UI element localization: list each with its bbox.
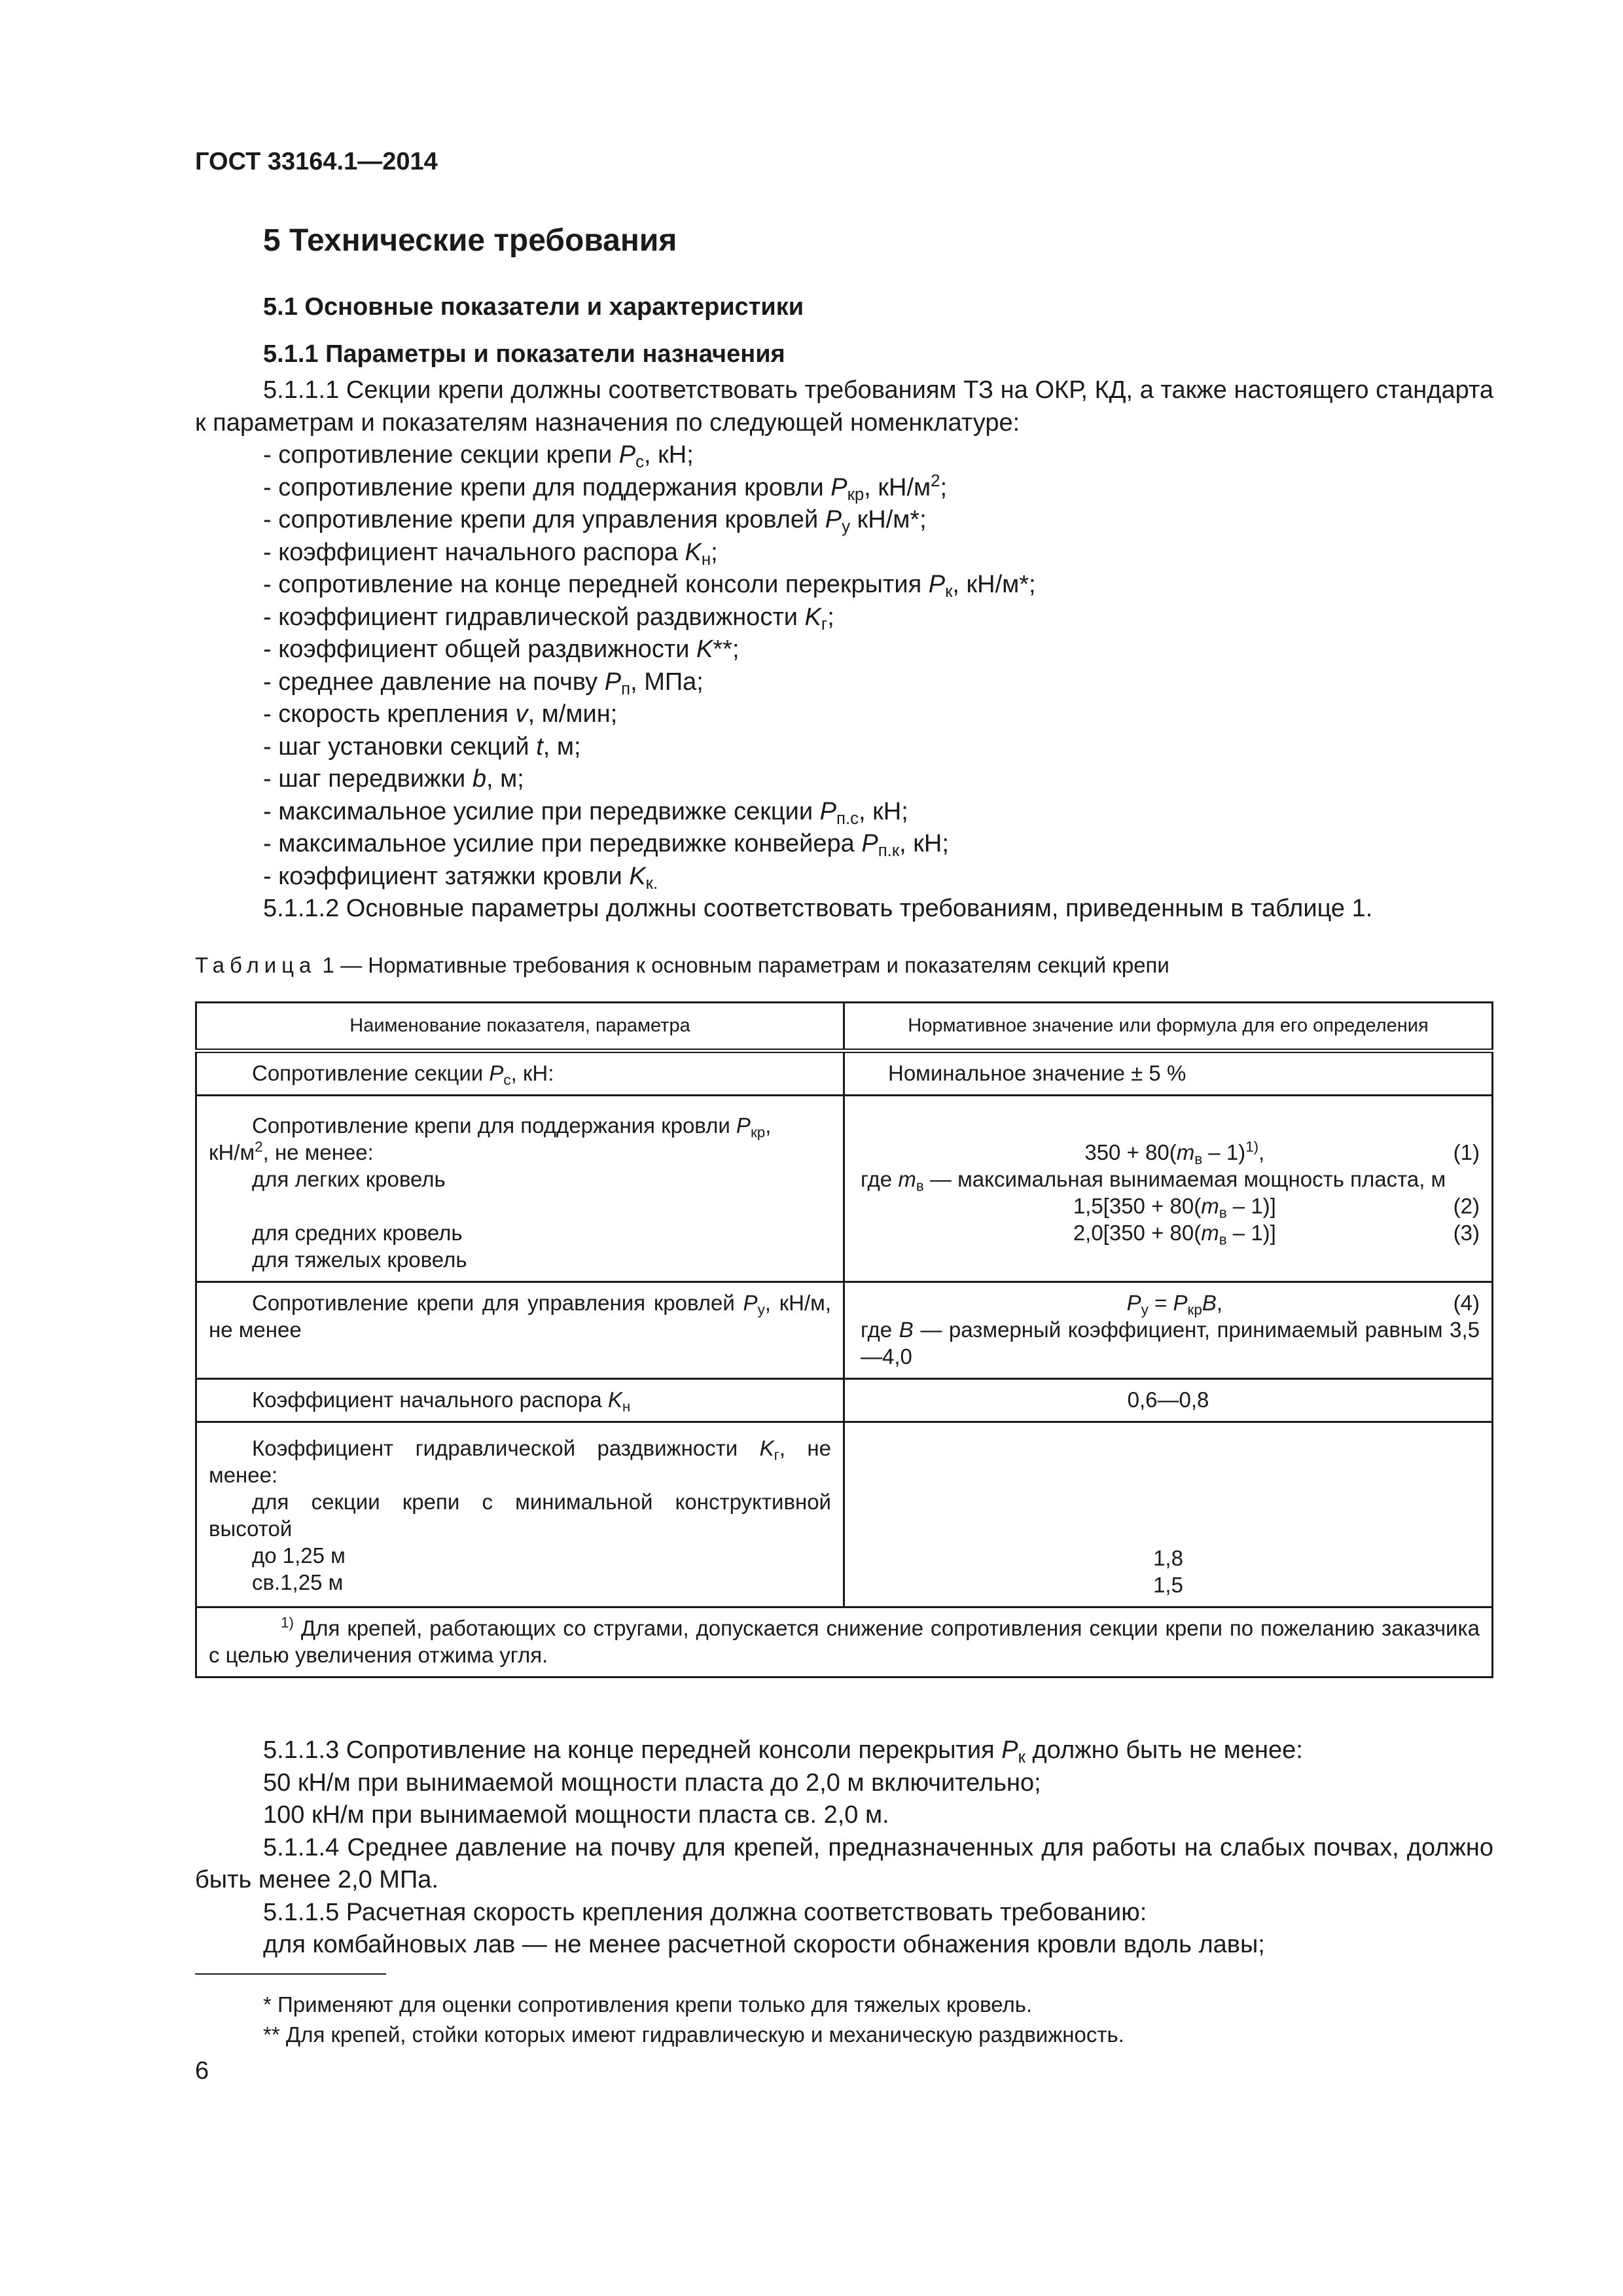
subsection-title: 5.1 Основные показатели и характеристики [263, 293, 804, 321]
parameter-list-item: - коэффициент начального распора $K_н$; [263, 538, 718, 569]
section-title: 5 Технические требования [263, 223, 677, 258]
table-cell: Коэффициент начального распора $K_н$ [196, 1379, 844, 1422]
table-caption: Таблица 1 — Нормативные требования к основным параметрам и показателям секций крепи [195, 953, 1169, 977]
table-cell: Номинальное значение ± 5 % [844, 1051, 1493, 1096]
table-row [196, 1422, 1493, 1607]
table-row [196, 1282, 1493, 1379]
parameter-list-item: - сопротивление секции крепи $P_с$, кН; [263, 441, 694, 472]
table-row [196, 1096, 1493, 1282]
table-cell: Сопротивление секции $P_с$, кН: [196, 1051, 844, 1096]
paragraph-5-1-1-1: 5.1.1.1 Секции крепи должны соответствовать требованиям ТЗ на ОКР, КД, а также настоящего стандарта к параметрам и показателям назначения по следующей номенклатуре: [195, 376, 1493, 437]
parameter-list [195, 439, 1493, 893]
table-note-row [196, 1607, 1493, 1677]
paragraph-5-1-1-4: 5.1.1.4 Среднее давление на почву для крепей, предназначенных для работы на слабых почвах, должно быть менее 2,0 МПа. [195, 1833, 1493, 1893]
clause-continuation [195, 1734, 1493, 1962]
footnotes [263, 1990, 1124, 2050]
paragraph-5-1-1-2: 5.1.1.2 Основные параметры должны соответствовать требованиям, приведенным в таблице 1. [263, 895, 1373, 922]
paragraph-5-1-1-5: 5.1.1.5 Расчетная скорость крепления должна соответствовать требованию: [263, 1898, 1147, 1926]
footnote-divider [195, 1973, 386, 1975]
table-cell: Сопротивление крепи для управления кровлей $P_у$, кН/м, не менее [196, 1282, 844, 1379]
column-header-parameter: Наименование показателя, параметра [196, 1003, 844, 1051]
parameter-list-item: - коэффициент затяжки кровли $K_{к.}$ [263, 862, 658, 893]
standard-designation: ГОСТ 33164.1—2014 [195, 148, 438, 175]
paragraph-5-1-1-3: 5.1.1.3 Сопротивление на конце передней консоли перекрытия $P_к$ должно быть не менее: [263, 1736, 1303, 1767]
parameter-list-item: - среднее давление на почву $P_п$, МПа; [263, 668, 704, 698]
parameter-list-item: - сопротивление на конце передней консоли перекрытия $P_к$, кН/м*; [263, 571, 1036, 601]
parameter-list-item: - шаг установки секций t, м; [263, 732, 581, 761]
table-row [196, 1051, 1493, 1096]
table-row [196, 1379, 1493, 1422]
parameter-list-item: - шаг передвижки b, м; [263, 765, 524, 793]
table-footnote: $^{1)}$ Для крепей, работающих со стругами, допускается снижение сопротивления секции крепи по пожеланию заказчика с целью увеличения отжима угля. [196, 1607, 1493, 1677]
parameter-list-item: - коэффициент гидравлической раздвижности $K_г$; [263, 603, 834, 634]
clause-body [195, 374, 1493, 925]
footnote: ** Для крепей, стойки которых имеют гидравлическую и механическую раздвижность. [263, 2022, 1124, 2047]
column-header-value: Нормативное значение или формула для его определения [844, 1003, 1493, 1051]
parameter-list-item: - сопротивление крепи для поддержания кровли $P_{кр}$, $кН/м^2$; [263, 471, 948, 504]
paragraph-item: для комбайновых лав — не менее расчетной скорости обнажения кровли вдоль лавы; [263, 1931, 1265, 1958]
table-cell: $P_у = P_{кр}B$, (4) где B — размерный коэффициент, принимаемый равным 3,5—4,0 [844, 1282, 1493, 1379]
footnote: * Применяют для оценки сопротивления крепи только для тяжелых кровель. [263, 1992, 1033, 2017]
paragraph-item: 100 кН/м при вынимаемой мощности пласта св. 2,0 м. [263, 1801, 889, 1829]
parameter-list-item: - скорость крепления v, м/мин; [263, 700, 618, 728]
requirements-table [195, 1001, 1493, 1678]
parameter-list-item: - коэффициент общей раздвижности K**; [263, 636, 740, 663]
parameter-list-item: - сопротивление крепи для управления кровлей $P_у$ кН/м*; [263, 506, 927, 537]
table-cell: Коэффициент гидравлической раздвижности $K_г$, не менее: для секции крепи с минимальной конструктивной высотой до 1,25 м св.1,25 м [196, 1422, 844, 1607]
parameter-list-item: - максимальное усилие при передвижке секции $P_{п.с}$, кН; [263, 797, 908, 828]
parameter-list-item: - максимальное усилие при передвижке конвейера $P_{п.к}$, кН; [263, 830, 949, 861]
table-header-row [196, 1003, 1493, 1051]
table-cell: 1,8 1,5 [844, 1422, 1493, 1607]
page-number: 6 [195, 2057, 209, 2085]
clause-title: 5.1.1 Параметры и показатели назначения [263, 340, 785, 368]
table-cell: $350 + 80(m_в - 1)^{1)}$, (1) где $m_в$ — максимальная вынимаемая мощность пласта, м $1,5[350 + 80(m_в - 1)]$ (2) $2,0[350 + 80(m_в - 1)]$ (3) [844, 1096, 1493, 1282]
table-cell: 0,6—0,8 [844, 1379, 1493, 1422]
paragraph-item: 50 кН/м при вынимаемой мощности пласта до 2,0 м включительно; [263, 1768, 1041, 1797]
table-cell: Сопротивление крепи для поддержания кровли $P_{кр}$, $кН/м^2$, не менее: для легких кровель для средних кровель для тяжелых кровель [196, 1096, 844, 1282]
